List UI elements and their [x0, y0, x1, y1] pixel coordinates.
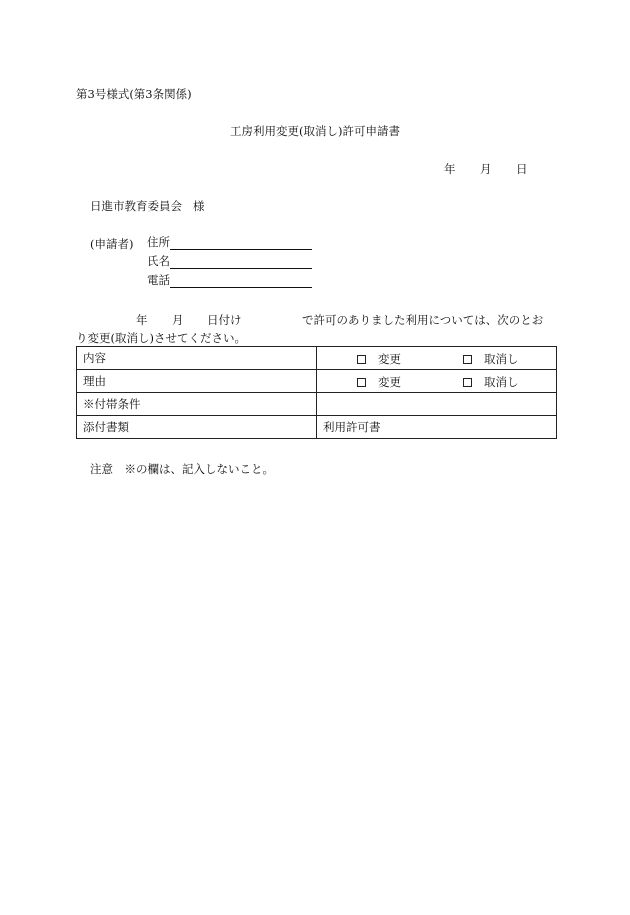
addressee-suffix: 様 [193, 199, 205, 213]
checkbox-icon[interactable] [357, 378, 366, 387]
paragraph-text-line1: で許可のありました利用については、次のとお [302, 313, 544, 327]
content-cancel-option[interactable] [463, 351, 519, 367]
conditions-label: ※付帯条件 [77, 393, 317, 416]
address-field[interactable] [170, 236, 312, 250]
content-change-option[interactable] [357, 351, 401, 367]
form-number: 第3号様式(第3条関係) [76, 87, 192, 101]
content-label: 内容 [77, 347, 317, 370]
applicant-address-row [147, 236, 312, 250]
date-year: 年 [444, 162, 456, 176]
applicant-label: (申請者) [90, 237, 134, 251]
reason-label: 理由 [77, 370, 317, 393]
table-row [77, 416, 557, 439]
attachments-label: 添付書類 [77, 416, 317, 439]
conditions-field[interactable] [317, 393, 557, 416]
applicant-phone-row [147, 274, 312, 288]
checkbox-icon[interactable] [463, 355, 472, 364]
option-label: 取消し [484, 375, 519, 389]
table-row [77, 393, 557, 416]
paragraph-dated: 日付け [207, 313, 242, 327]
checkbox-icon[interactable] [463, 378, 472, 387]
checkbox-icon[interactable] [357, 355, 366, 364]
paragraph-year: 年 [136, 313, 148, 327]
name-label: 氏名 [147, 254, 170, 268]
option-label: 変更 [378, 352, 401, 366]
paragraph-text-line2: り変更(取消し)させてください。 [76, 331, 246, 345]
date-day: 日 [516, 162, 528, 176]
phone-field[interactable] [170, 274, 312, 288]
attachments-value: 利用許可書 [317, 416, 557, 439]
table-row [77, 370, 557, 393]
document-title: 工房利用変更(取消し)許可申請書 [230, 124, 400, 138]
phone-label: 電話 [147, 273, 170, 287]
name-field[interactable] [170, 255, 312, 269]
paragraph-month: 月 [172, 313, 184, 327]
date-month: 月 [480, 162, 492, 176]
table-row [77, 347, 557, 370]
note: 注意 ※の欄は、記入しないこと。 [90, 462, 274, 476]
option-label: 変更 [378, 375, 401, 389]
address-label: 住所 [147, 235, 170, 249]
reason-change-option[interactable] [357, 374, 401, 390]
reason-cancel-option[interactable] [463, 374, 519, 390]
option-label: 取消し [484, 352, 519, 366]
addressee: 日進市教育委員会 [90, 199, 182, 213]
request-table [76, 346, 557, 439]
reason-options [317, 370, 557, 393]
applicant-name-row [147, 255, 312, 269]
content-options [317, 347, 557, 370]
